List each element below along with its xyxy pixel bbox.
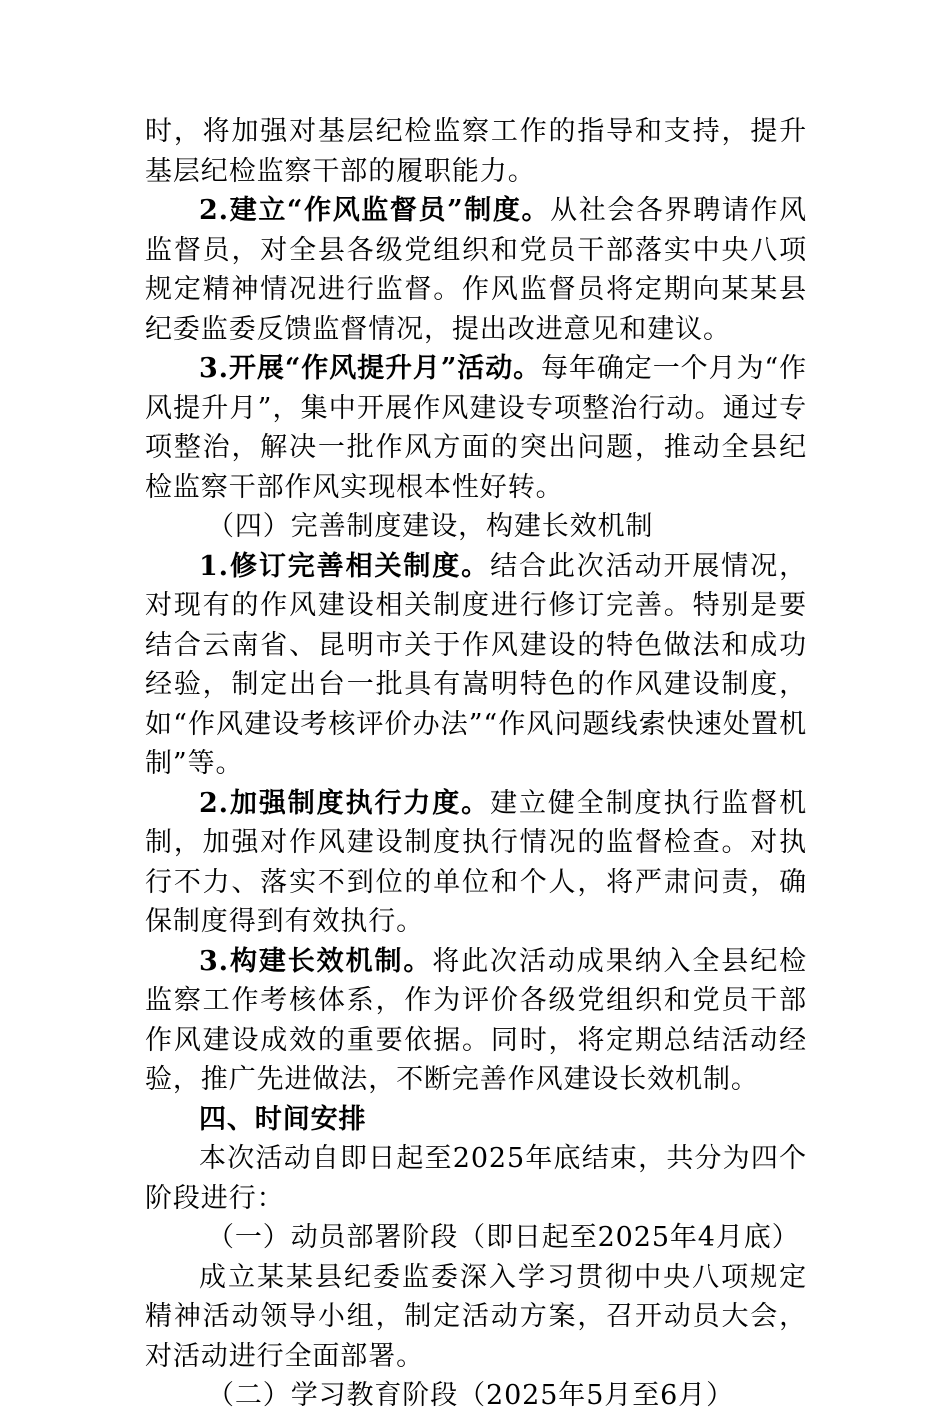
- paragraph-enforcement: [145, 784, 807, 942]
- subheading-stage-two: （二）学习教育阶段（2025年5月至6月）: [207, 1380, 734, 1411]
- paragraph-body: 每年确定一个月为“作风提升月”，集中开展作风建设专项整治行动。通过专项整治，解决一批作风方面的突出问题，推动全县纪检监察干部作风实现根本性好转。: [145, 353, 807, 503]
- paragraph-lead: 2.加强制度执行力度。: [199, 787, 491, 819]
- paragraph-body: 从社会各界聘请作风监督员，对全县各级党组织和党员干部落实中央八项规定精神情况进行监督。作风监督员将定期向某某县纪委监委反馈监督情况，提出改进意见和建议。: [145, 195, 807, 345]
- paragraph-lead: 3.开展“作风提升月”活动。: [199, 353, 542, 384]
- paragraph-schedule-intro: 本次活动自即日起至2025年底结束，共分为四个阶段进行：: [145, 1143, 807, 1214]
- document-page: [145, 112, 807, 1416]
- section-heading-schedule: 四、时间安排: [199, 1103, 367, 1135]
- paragraph-lead: 2.建立“作风监督员”制度。: [199, 195, 551, 226]
- paragraph-body: 结合此次活动开展情况，对现有的作风建设相关制度进行修订完善。特别是要结合云南省、昆明市关于作风建设的特色做法和成功经验，制定出台一批具有嵩明特色的作风建设制度，如“作风建设考核评价办法”“作风问题线索快速处置机制”等。: [145, 550, 807, 779]
- paragraph-lead: 1.修订完善相关制度。: [199, 550, 491, 582]
- paragraph-body: 将此次活动成果纳入全县纪检监察工作考核体系，作为评价各级党组织和党员干部作风建设成效的重要依据。同时，将定期总结活动经验，推广先进做法，不断完善作风建设长效机制。: [145, 945, 807, 1095]
- paragraph-improvement-month: [145, 349, 807, 507]
- paragraph-stage-one-body: 成立某某县纪委监委深入学习贯彻中央八项规定精神活动领导小组，制定活动方案，召开动员大会，对活动进行全面部署。: [145, 1261, 807, 1372]
- paragraph-long-term-mechanism: [145, 942, 807, 1100]
- paragraph-continuation: 时，将加强对基层纪检监察工作的指导和支持，提升基层纪检监察干部的履职能力。: [145, 116, 807, 187]
- paragraph-lead: 3.构建长效机制。: [199, 945, 433, 977]
- subheading-stage-one: （一）动员部署阶段（即日起至2025年4月底）: [207, 1222, 800, 1253]
- paragraph-body: 建立健全制度执行监督机制，加强对作风建设制度执行情况的监督检查。对执行不力、落实不到位的单位和个人，将严肃问责，确保制度得到有效执行。: [145, 787, 807, 937]
- paragraph-supervisor-system: [145, 191, 807, 349]
- paragraph-revise-rules: [145, 547, 807, 784]
- subheading-four: （四）完善制度建设，构建长效机制: [207, 511, 654, 542]
